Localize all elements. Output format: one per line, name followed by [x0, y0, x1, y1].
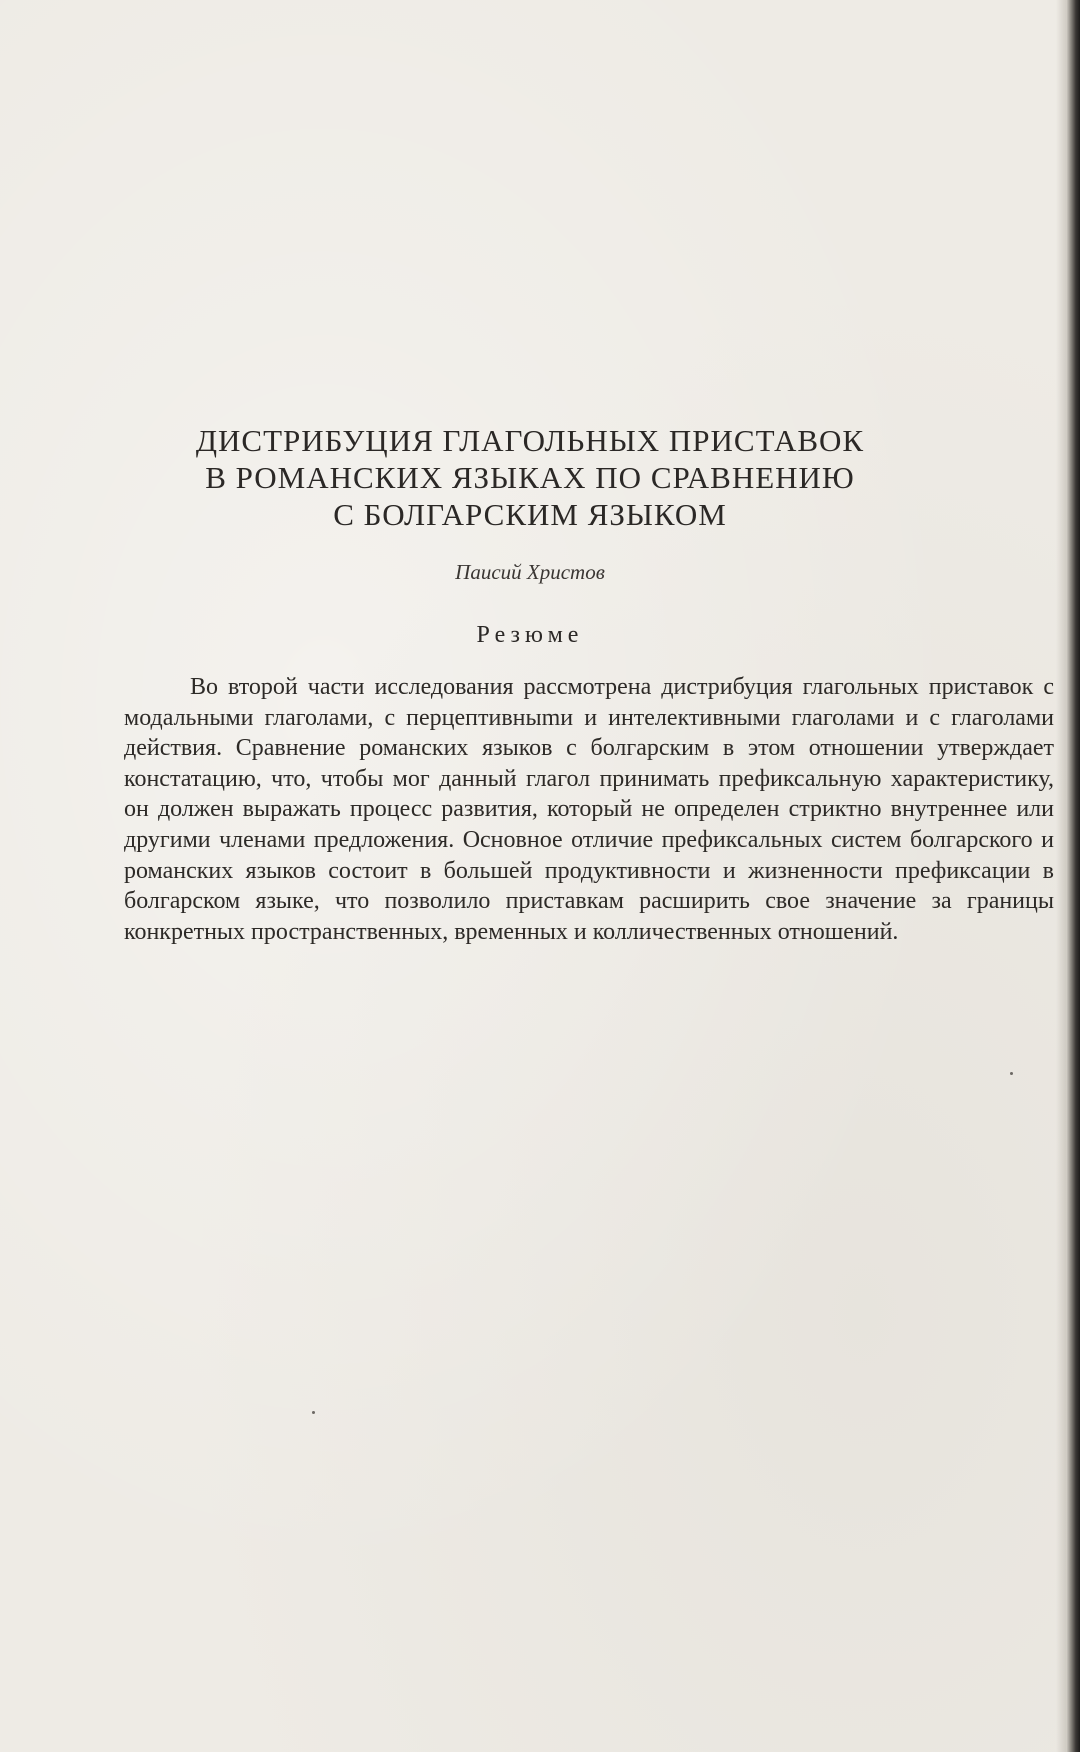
title-line-1: ДИСТРИБУЦИЯ ГЛАГОЛЬНЫХ ПРИСТАВОК: [195, 423, 865, 458]
title-line-2: В РОМАНСКИХ ЯЗЫКАХ ПО СРАВНЕНИЮ: [205, 460, 855, 495]
page-edge-shadow: [1056, 0, 1066, 1752]
book-binding-edge: [1066, 0, 1080, 1752]
title-line-3: С БОЛГАРСКИМ ЯЗЫКОМ: [333, 497, 727, 532]
resume-paragraph: Во второй части исследования рассмотрена дистрибуция глагольных приставок с модальными глаголами, с перцептивныmи и интелективными глаголами и с глаголами действия. Сравнение романских языков с болгарским в этом отношении утверждает констатацию, что, чтобы мог данный глагол принимать префиксальную характеристику, он должен выражать процесс развития, который не определен стриктно внутреннее или другими членами предложения. Основное отличие префиксальных систем болгарского и романских языков состоит в большей продуктивности и жизненности префиксации в болгарском языке, что позволило приставкам расширить свое значение за границы конкретных пространственных, временных и колличественных отношений.: [124, 674, 1054, 945]
print-speck: [1010, 1072, 1013, 1075]
print-speck: [312, 1411, 315, 1414]
article-title: [0, 422, 1060, 533]
resume-heading: Резюме: [476, 622, 584, 648]
author-name: Паисий Христов: [455, 560, 605, 584]
